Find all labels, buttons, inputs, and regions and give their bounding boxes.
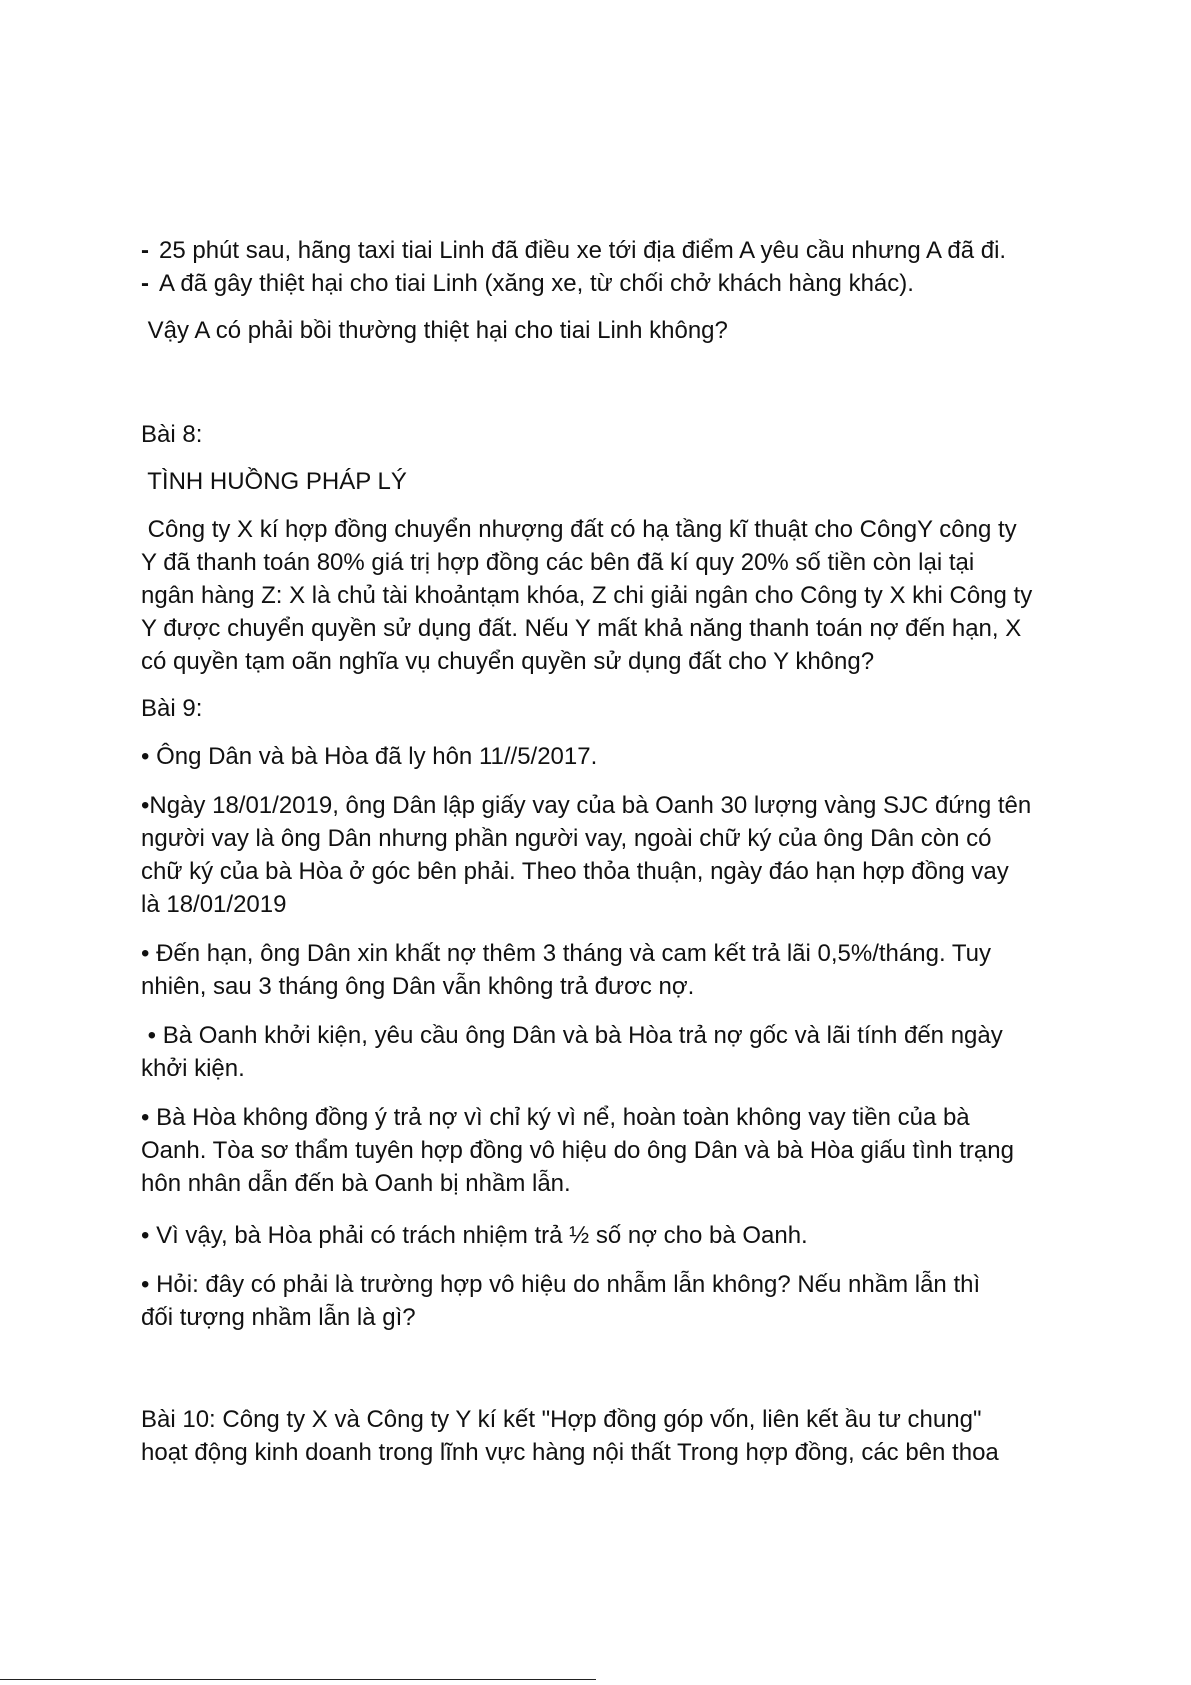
text-line: người vay là ông Dân nhưng phần người vay, ngoài chữ ký của ông Dân còn có: [141, 825, 992, 852]
text-line: là 18/01/2019: [141, 891, 287, 918]
text-line: hoạt động kinh doanh trong lĩnh vực hàng nội thất Trong hợp đồng, các bên thoa: [141, 1439, 999, 1466]
text-line: Oanh. Tòa sơ thẩm tuyên hợp đồng vô hiệu do ông Dân và bà Hòa giấu tình trạng: [141, 1137, 1014, 1164]
text-line: Vậy A có phải bồi thường thiệt hại cho tiai Linh không?: [141, 317, 728, 344]
section-heading: Bài 10: Công ty X và Công ty Y kí kết "Hợp đồng góp vốn, liên kết ầu tư chung": [141, 1406, 982, 1433]
bullet-item: • Đến hạn, ông Dân xin khất nợ thêm 3 tháng và cam kết trả lãi 0,5%/tháng. Tuy: [141, 940, 991, 967]
text-line: đối tượng nhầm lẫn là gì?: [141, 1304, 416, 1331]
text-line: khởi kiện.: [141, 1055, 245, 1082]
text-line: - 25 phút sau, hãng taxi tiai Linh đã điều xe tới địa điểm A yêu cầu nhưng A đã đi.: [141, 234, 1006, 267]
section-subheading: TÌNH HUỒNG PHÁP LÝ: [141, 468, 407, 495]
bullet-item: • Hỏi: đây có phải là trường hợp vô hiệu do nhẫm lẫn không? Nếu nhầm lẫn thì: [141, 1271, 981, 1298]
dash-bullet: -: [141, 270, 156, 297]
text-line: Công ty X kí hợp đồng chuyển nhượng đất có hạ tầng kĩ thuật cho CôngY công ty: [141, 516, 1017, 543]
bullet-item: • Bà Hòa không đồng ý trả nợ vì chỉ ký vì nể, hoàn toàn không vay tiền của bà: [141, 1104, 970, 1131]
text-line: chữ ký của bà Hòa ở góc bên phải. Theo thỏa thuận, ngày đáo hạn hợp đồng vay: [141, 858, 1009, 885]
section-heading: Bài 8:: [141, 421, 203, 448]
bullet-item: • Ông Dân và bà Hòa đã ly hôn 11//5/2017.: [141, 743, 598, 770]
page-bottom-rule: [0, 1679, 596, 1680]
text-line: - A đã gây thiệt hại cho tiai Linh (xăng xe, từ chối chở khách hàng khác).: [141, 267, 914, 300]
bullet-item: • Vì vậy, bà Hòa phải có trách nhiệm trả ½ số nợ cho bà Oanh.: [141, 1222, 808, 1249]
text-line: ngân hàng Z: X là chủ tài khoảntạm khóa, Z chi giải ngân cho Công ty X khi Công ty: [141, 582, 1033, 609]
dash-bullet: -: [141, 237, 156, 264]
text-line: có quyền tạm oãn nghĩa vụ chuyển quyền sử dụng đất cho Y không?: [141, 648, 875, 675]
text-line: Y đã thanh toán 80% giá trị hợp đồng các bên đã kí quy 20% số tiền còn lại tại: [141, 549, 975, 576]
text-line: Y được chuyển quyền sử dụng đất. Nếu Y mất khả năng thanh toán nợ đến hạn, X: [141, 615, 1022, 642]
text-line: nhiên, sau 3 tháng ông Dân vẫn không trả đươc nợ.: [141, 973, 695, 1000]
text-line: hôn nhân dẫn đến bà Oanh bị nhầm lẫn.: [141, 1170, 571, 1197]
bullet-item: •Ngày 18/01/2019, ông Dân lập giấy vay của bà Oanh 30 lượng vàng SJC đứng tên: [141, 792, 1032, 819]
bullet-item: • Bà Oanh khởi kiện, yêu cầu ông Dân và bà Hòa trả nợ gốc và lãi tính đến ngày: [141, 1022, 1003, 1049]
section-heading: Bài 9:: [141, 695, 203, 722]
